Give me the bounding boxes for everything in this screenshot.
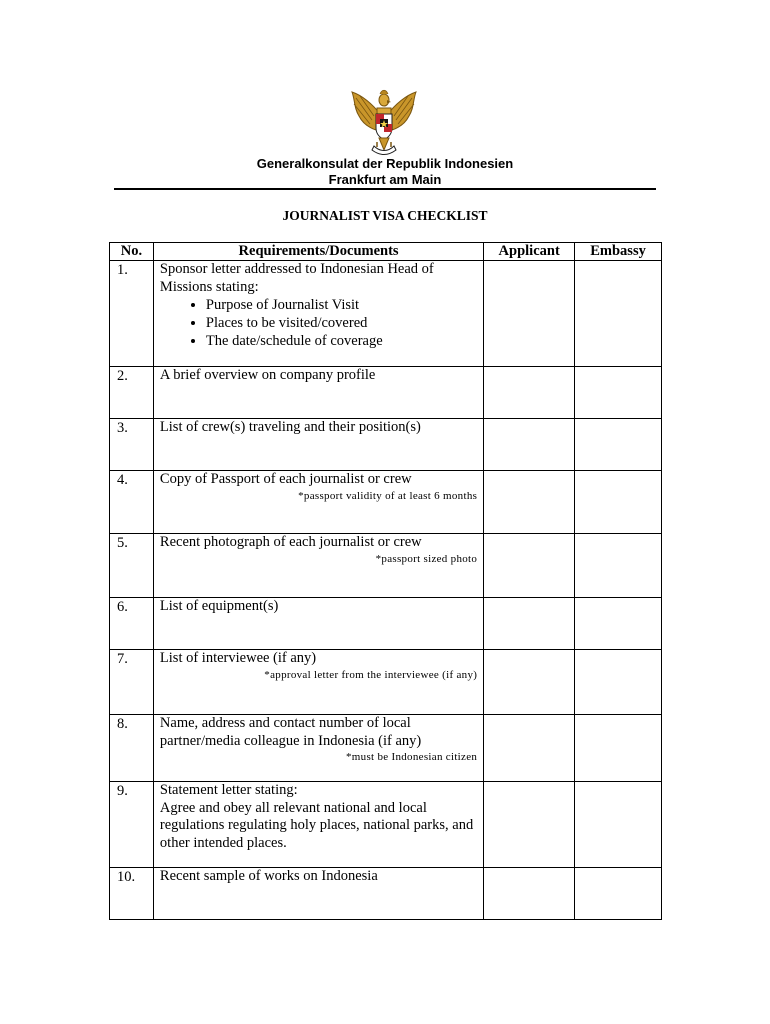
requirement-cell bbox=[153, 471, 483, 534]
requirement-text: List of crew(s) traveling and their position(s) bbox=[159, 419, 421, 435]
embassy-check-cell[interactable] bbox=[575, 419, 662, 471]
applicant-check-cell[interactable] bbox=[484, 598, 575, 650]
row-number: 1. bbox=[110, 261, 154, 367]
table-row bbox=[110, 782, 662, 868]
embassy-check-cell[interactable] bbox=[575, 782, 662, 868]
bullet-item: • Places to be visited/covered bbox=[206, 314, 477, 332]
table-header-row bbox=[110, 243, 662, 261]
embassy-check-cell[interactable] bbox=[575, 261, 662, 367]
embassy-check-cell[interactable] bbox=[575, 650, 662, 715]
requirement-text: Recent sample of works on Indonesia bbox=[159, 868, 378, 884]
document-title: JOURNALIST VISA CHECKLIST bbox=[282, 208, 488, 223]
requirement-cell bbox=[153, 534, 483, 598]
column-header-no: No. bbox=[110, 243, 154, 261]
column-header-embassy: Embassy bbox=[575, 243, 662, 261]
applicant-check-cell[interactable] bbox=[484, 261, 575, 367]
requirement-note: *passport sized photo bbox=[375, 552, 478, 565]
row-number: 10. bbox=[110, 868, 154, 920]
requirement-text: Copy of Passport of each journalist or crew bbox=[159, 471, 412, 487]
consulate-city: Frankfurt am Main bbox=[328, 172, 442, 187]
table-row bbox=[110, 367, 662, 419]
requirement-cell bbox=[153, 367, 483, 419]
checklist-table bbox=[109, 242, 662, 920]
requirement-cell bbox=[153, 715, 483, 782]
row-number: 7. bbox=[110, 650, 154, 715]
requirement-bullets bbox=[160, 296, 477, 350]
requirement-text: List of equipment(s) bbox=[159, 598, 279, 614]
requirement-text: Statement letter stating: bbox=[159, 782, 298, 798]
garuda-emblem-icon bbox=[346, 86, 422, 158]
requirement-cell bbox=[153, 419, 483, 471]
applicant-check-cell[interactable] bbox=[484, 650, 575, 715]
table-row bbox=[110, 471, 662, 534]
requirement-text: Name, address and contact number of local partner/media colleague in Indonesia (if any) bbox=[159, 715, 422, 749]
embassy-check-cell[interactable] bbox=[575, 534, 662, 598]
requirement-text: A brief overview on company profile bbox=[159, 367, 376, 383]
requirement-note: *must be Indonesian citizen bbox=[346, 751, 478, 763]
requirement-note: *approval letter from the interviewee (if any) bbox=[264, 668, 478, 681]
column-header-requirements: Requirements/Documents bbox=[153, 243, 483, 261]
row-number: 9. bbox=[110, 782, 154, 868]
row-number: 6. bbox=[110, 598, 154, 650]
requirement-text: Sponsor letter addressed to Indonesian Head of Missions stating: bbox=[159, 261, 434, 295]
requirement-cell bbox=[153, 782, 483, 868]
requirement-text-detail: Agree and obey all relevant national and local regulations regulating holy places, national parks, and other intended places. bbox=[159, 799, 474, 851]
row-number: 5. bbox=[110, 534, 154, 598]
consulate-name: Generalkonsulat der Republik Indonesien bbox=[256, 156, 514, 171]
bullet-item: • Purpose of Journalist Visit bbox=[206, 296, 477, 314]
table-row bbox=[110, 534, 662, 598]
table-row bbox=[110, 650, 662, 715]
requirement-text: List of interviewee (if any) bbox=[159, 650, 317, 666]
table-row bbox=[110, 598, 662, 650]
requirement-cell bbox=[153, 261, 483, 367]
table-row bbox=[110, 419, 662, 471]
column-header-applicant: Applicant bbox=[484, 243, 575, 261]
requirement-note: *passport validity of at least 6 months bbox=[298, 489, 478, 502]
applicant-check-cell[interactable] bbox=[484, 782, 575, 868]
requirement-cell bbox=[153, 598, 483, 650]
table-row bbox=[110, 261, 662, 367]
embassy-check-cell[interactable] bbox=[575, 715, 662, 782]
table-row bbox=[110, 868, 662, 920]
embassy-check-cell[interactable] bbox=[575, 868, 662, 920]
embassy-check-cell[interactable] bbox=[575, 598, 662, 650]
applicant-check-cell[interactable] bbox=[484, 715, 575, 782]
embassy-check-cell[interactable] bbox=[575, 367, 662, 419]
row-number: 4. bbox=[110, 471, 154, 534]
applicant-check-cell[interactable] bbox=[484, 367, 575, 419]
requirement-cell bbox=[153, 650, 483, 715]
bullet-item: • The date/schedule of coverage bbox=[206, 332, 477, 350]
header-divider bbox=[114, 188, 656, 190]
applicant-check-cell[interactable] bbox=[484, 534, 575, 598]
applicant-check-cell[interactable] bbox=[484, 419, 575, 471]
embassy-check-cell[interactable] bbox=[575, 471, 662, 534]
row-number: 3. bbox=[110, 419, 154, 471]
requirement-cell bbox=[153, 868, 483, 920]
row-number: 2. bbox=[110, 367, 154, 419]
table-row bbox=[110, 715, 662, 782]
row-number: 8. bbox=[110, 715, 154, 782]
applicant-check-cell[interactable] bbox=[484, 868, 575, 920]
applicant-check-cell[interactable] bbox=[484, 471, 575, 534]
requirement-text: Recent photograph of each journalist or crew bbox=[159, 534, 422, 550]
